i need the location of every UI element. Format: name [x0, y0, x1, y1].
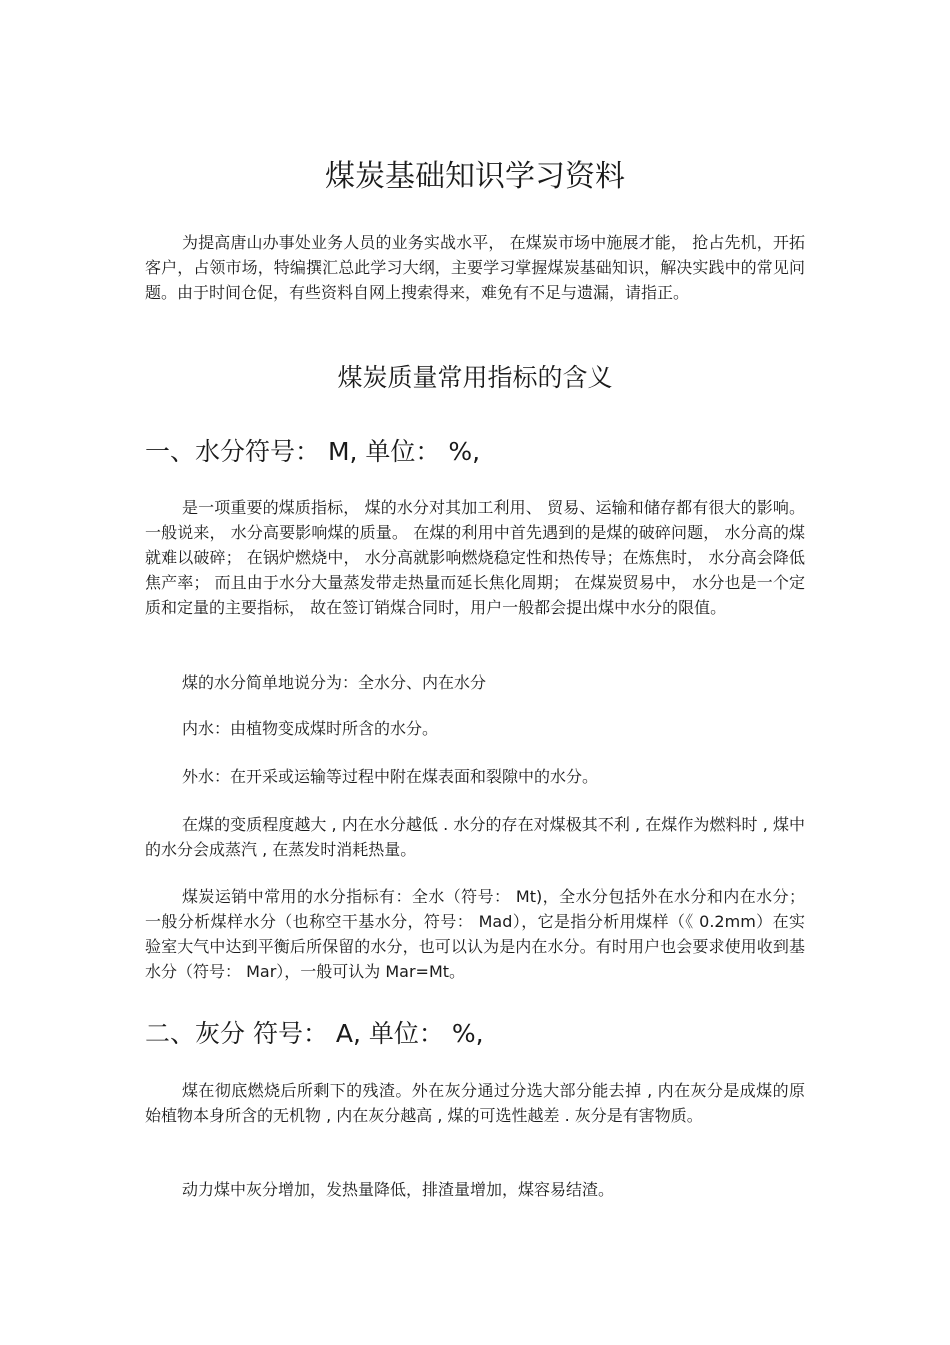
ash-definition-paragraph: 煤在彻底燃烧后所剩下的残渣。外在灰分通过分选大部分能去掉 , 内在灰分是成煤的原始植物本身所含的无机物 , 内在灰分越高 , 煤的可选性越差 . 灰分是有害物质。	[145, 1081, 805, 1125]
outer-moisture-definition: 外水：在开采或运输等过程中附在煤表面和裂隙中的水分。	[182, 767, 599, 786]
moisture-effect-paragraph: 在煤的变质程度越大 , 内在水分越低 . 水分的存在对煤极其不利 , 在煤作为燃料时 , 煤中的水分会成蒸汽 , 在蒸发时消耗热量。	[145, 815, 805, 859]
intro-paragraph: 为提高唐山办事处业务人员的业务实战水平， 在煤炭市场中施展才能， 抢占先机，开拓客户，占领市场，特编撰汇总此学习大纲，主要学习掌握煤炭基础知识，解决实践中的常见问题。由于时间仓促，有些资料自网上搜索得来，难免有不足与遗漏，请指正。	[145, 233, 805, 302]
moisture-types: 煤的水分简单地说分为：全水分、内在水分	[182, 673, 487, 692]
ash-heading: 二、灰分 符号： A, 单位： %,	[145, 1019, 484, 1048]
moisture-heading: 一、水分符号： M, 单位： %,	[145, 437, 481, 466]
section-subtitle: 煤炭质量常用指标的含义	[337, 363, 613, 392]
moisture-indicators-paragraph: 煤炭运销中常用的水分指标有：全水（符号： Mt)，全水分包括外在水分和内在水分；一般分析煤样水分（也称空干基水分，符号： Mad），它是指分析用煤样（《 0.2mm）在实验室大气中达到平衡后所保留的水分，也可以认为是内在水分。有时用户也会要求使用收到基水分（符号： Mar），一般可认为 Mar=Mt。	[145, 887, 805, 981]
inner-moisture-definition: 内水：由植物变成煤时所含的水分。	[182, 719, 439, 738]
ash-effect-paragraph: 动力煤中灰分增加，发热量降低，排渣量增加，煤容易结渣。	[182, 1180, 615, 1199]
moisture-paragraph: 是一项重要的煤质指标， 煤的水分对其加工利用、 贸易、运输和储存都有很大的影响。一般说来， 水分高要影响煤的质量。 在煤的利用中首先遇到的是煤的破碎问题， 水分高的煤就难以破碎； 在锅炉燃烧中， 水分高就影响燃烧稳定性和热传导；在炼焦时， 水分高会降低焦产率； 而且由于水分大量蒸发带走热量而延长焦化周期； 在煤炭贸易中， 水分也是一个定质和定量的主要指标， 故在签订销煤合同时，用户一般都会提出煤中水分的限值。	[145, 498, 805, 617]
page-title: 煤炭基础知识学习资料	[325, 159, 625, 194]
